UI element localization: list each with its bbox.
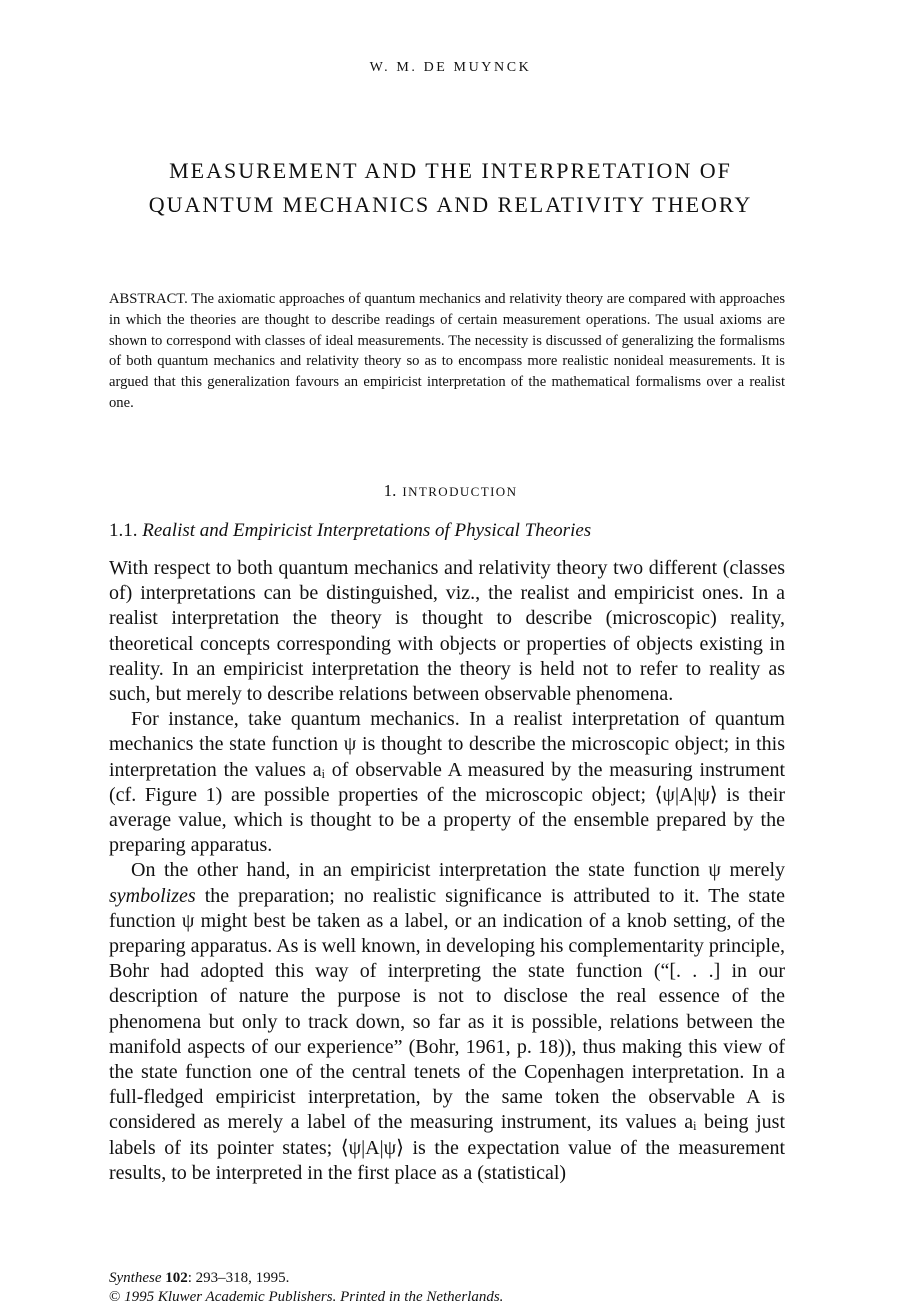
copyright-symbol: © xyxy=(109,1289,121,1305)
section-number: 1. xyxy=(383,481,397,500)
subsection-title: Realist and Empiricist Interpretations of Physical Theories xyxy=(142,520,592,541)
paragraph-3-part-a: On the other hand, in an empiricist interpretation the state function ψ merely xyxy=(131,859,785,882)
copyright-text: 1995 Kluwer Academic Publishers. Printed in the Netherlands. xyxy=(124,1289,504,1305)
abstract-text: The axiomatic approaches of quantum mechanics and relativity theory are compared with approaches in which the theories are thought to describe readings of certain measurement operations. The usual axioms are shown to correspond with classes of ideal measurements. The necessity is discussed of generalizing the formalisms of both quantum mechanics and relativity theory so as to encompass more realistic nonideal measurements. It is argued that this generalization favours an empiricist interpretation of the mathematical formalisms over a realist one. xyxy=(109,291,785,411)
paper-title xyxy=(0,154,901,222)
section-title: INTRODUCTION xyxy=(402,484,518,499)
footer xyxy=(109,1269,785,1307)
author-name: W. M. DE MUYNCK xyxy=(369,60,532,75)
subsection-heading xyxy=(109,520,785,542)
copyright-line xyxy=(109,1288,785,1307)
paper-title-line-2: QUANTUM MECHANICS AND RELATIVITY THEORY xyxy=(148,192,753,217)
paragraph-2: For instance, take quantum mechanics. In a realist interpretation of quantum mechanics the state function ψ is thought to describe the microscopic object; in this interpretation the values aᵢ of observable A measured by the measuring instrument (cf. Figure 1) are possible properties of the microscopic object; ⟨ψ|A|ψ⟩ is their average value, which is thought to be a property of the ensemble prepared by the preparing apparatus. xyxy=(109,708,785,857)
paragraph-3-part-b: the preparation; no realistic significance is attributed to it. The state function ψ might best be taken as a label, or an indication of a knob setting, of the preparing apparatus. As is well known, in developing his complementarity principle, Bohr had adopted this way of interpreting the state function (“[. . .] in our description of nature the purpose is not to disclose the real essence of the phenomena but only to track down, so far as it is possible, relations between the manifold aspects of our experience” (Bohr, 1961, p. 18)), thus making this view of the state function one of the central tenets of the Copenhagen interpretation. In a full-fledged empiricist interpretation, by the same token the observable A is considered as merely a label of the measuring instrument, its values aᵢ being just labels of its pointer states; ⟨ψ|A|ψ⟩ is the expectation value of the measurement results, to be interpreted in the first place as a (statistical) xyxy=(109,884,785,1184)
abstract-label: ABSTRACT. xyxy=(109,291,188,307)
journal-pages: : 293–318, 1995. xyxy=(187,1270,290,1286)
paragraph-3-emphasis: symbolizes xyxy=(109,884,196,907)
paragraph-3 xyxy=(109,858,785,1186)
abstract xyxy=(109,289,785,414)
section-heading xyxy=(0,481,901,501)
body-text xyxy=(109,556,785,1186)
journal-name: Synthese xyxy=(109,1270,162,1286)
paper-title-line-1: MEASUREMENT AND THE INTERPRETATION OF xyxy=(169,158,732,183)
journal-volume: 102 xyxy=(165,1270,188,1286)
citation-line xyxy=(109,1269,785,1288)
paragraph-1: With respect to both quantum mechanics and relativity theory two different (classes of) interpretations can be distinguished, viz., the realist and empiricist ones. In a realist interpretation the theory is thought to describe (microscopic) reality, theoretical concepts corresponding with objects or properties of objects existing in reality. In an empiricist interpretation the theory is held not to refer to reality as such, but merely to describe relations between observable phenomena. xyxy=(109,557,785,706)
subsection-number: 1.1. xyxy=(109,520,138,541)
